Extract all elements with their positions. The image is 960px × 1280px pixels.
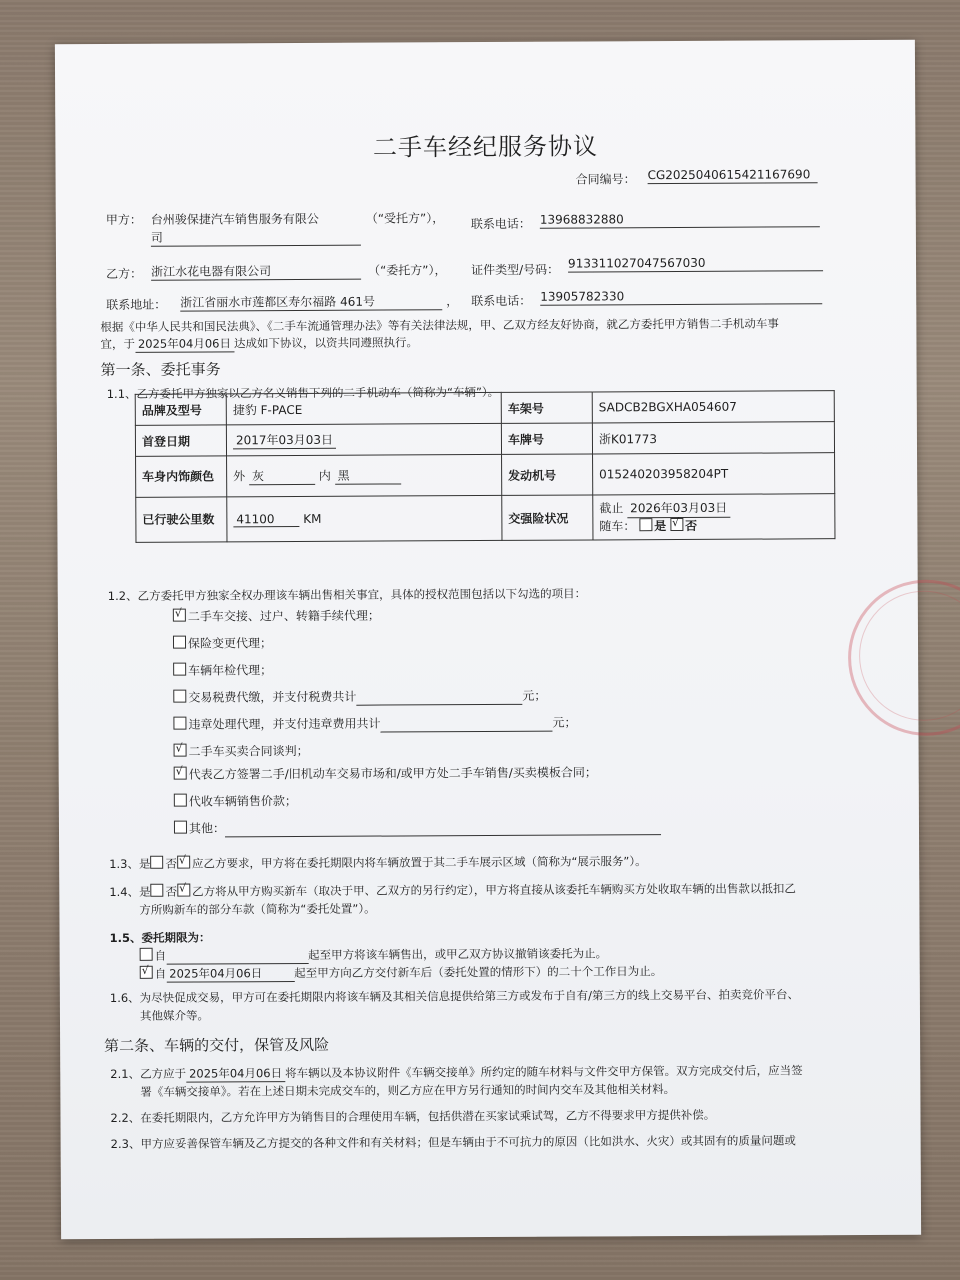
mileage-label: 已行驶公里数 bbox=[136, 497, 227, 542]
reg-date-cell bbox=[226, 423, 501, 455]
exterior-label: 外 bbox=[233, 469, 246, 484]
c14-yes-checkbox[interactable] bbox=[151, 884, 164, 897]
clause-1-1: 1.1、乙方委托甲方独家以乙方名义销售下列的二手机动车（简称为“车辆”）。 bbox=[106, 384, 500, 401]
option-item bbox=[174, 743, 309, 760]
party-b-phone-label: 联系电话： bbox=[471, 293, 532, 309]
intro-pre: 宜，于 bbox=[100, 336, 135, 352]
c14-text: 乙方将从甲方购买新车（取决于甲、乙双方的另行约定），甲方将直接从该委托车辆购买方处收取车辆的出售款以抵扣乙 bbox=[192, 881, 796, 899]
party-a-name-1: 台州骏保捷汽车销售服务有限公 bbox=[150, 211, 319, 227]
party-b-name: 浙江水花电器有限公司 bbox=[151, 263, 361, 281]
party-b-address: 浙江省丽水市莲都区寿尔福路 461号 bbox=[180, 293, 442, 311]
color-label: 车身内饰颜色 bbox=[136, 456, 227, 497]
party-b-role: （“委托方”）， bbox=[368, 263, 447, 278]
mileage-unit: KM bbox=[303, 511, 322, 526]
brand-label: 品牌及型号 bbox=[135, 394, 226, 425]
intro-post: 达成如下协议，以资共同遵照执行。 bbox=[233, 335, 419, 351]
option-checkbox[interactable] bbox=[174, 794, 187, 807]
c21-pre: 2.1、乙方应于 bbox=[110, 1066, 187, 1081]
intro-line-2 bbox=[100, 334, 418, 353]
clause-2-1 bbox=[110, 1062, 802, 1083]
option-checkbox[interactable] bbox=[173, 609, 186, 622]
c14-no-checkbox[interactable] bbox=[177, 884, 190, 897]
term-1-checkbox[interactable] bbox=[140, 948, 153, 961]
party-a-phone-label: 联系电话： bbox=[470, 216, 531, 232]
option-checkbox[interactable] bbox=[174, 744, 187, 757]
option-label: 违章处理代理，并支付违章费用共计 bbox=[188, 716, 381, 732]
vin-value: SADCB2BGXHA054607 bbox=[592, 391, 834, 423]
option-label: 代表乙方签署二手/旧机动车交易市场和/或甲方处二手车销售/买卖模板合同； bbox=[188, 765, 597, 782]
insurance-follow-label: 随车： bbox=[599, 518, 636, 533]
insurance-no-checkbox[interactable] bbox=[670, 517, 683, 530]
term-1-pre: 自 bbox=[154, 948, 167, 963]
party-b-phone: 13905782330 bbox=[540, 287, 822, 305]
option-suffix: 元； bbox=[552, 715, 577, 730]
c21-post: 将车辆以及本协议附件《车辆交接单》所约定的随车材料与文件交甲方保管。双方完成交付后，应当签 bbox=[285, 1063, 803, 1081]
plate-value: 浙K01773 bbox=[592, 422, 834, 454]
option-checkbox[interactable] bbox=[174, 821, 187, 834]
contract-number: CG2025040615421167690 bbox=[648, 166, 818, 184]
c13-no-label: 否 bbox=[165, 856, 178, 871]
option-label: 保险变更代理； bbox=[187, 636, 273, 651]
mileage-cell bbox=[227, 495, 502, 541]
term-option-1 bbox=[140, 945, 608, 964]
option-item bbox=[173, 608, 380, 625]
option-label: 车辆年检代理； bbox=[188, 663, 273, 678]
term-2-post: 起至甲方向乙方交付新车后（委托处置的情形下）的二十个工作日为止。 bbox=[294, 964, 663, 981]
option-item bbox=[173, 635, 272, 652]
c21-date: 2025年04月06日 bbox=[186, 1065, 285, 1083]
clause-2-2: 2.2、在委托期限内，乙方允许甲方为销售目的合理使用车辆，包括供潜在买家试乘试驾，乙方不得要求甲方提供补偿。 bbox=[110, 1107, 716, 1125]
contract-number-label: 合同编号： bbox=[575, 172, 636, 187]
option-checkbox[interactable] bbox=[173, 690, 186, 703]
c13-no-checkbox[interactable] bbox=[177, 856, 190, 869]
option-label: 代收车辆销售价款； bbox=[188, 794, 297, 809]
plate-label: 车牌号 bbox=[501, 423, 592, 454]
other-field[interactable] bbox=[225, 818, 661, 837]
term-1-date-field[interactable] bbox=[166, 947, 308, 965]
option-suffix: 元； bbox=[522, 688, 547, 703]
option-item bbox=[173, 688, 546, 707]
option-label: 其他： bbox=[188, 821, 226, 836]
party-b-address-label: 联系地址： bbox=[106, 297, 167, 312]
exterior-value: 灰 bbox=[249, 467, 315, 485]
engine-value: 01524020395​8204PT bbox=[593, 453, 835, 495]
insurance-yes-checkbox[interactable] bbox=[639, 518, 652, 531]
option-item bbox=[173, 662, 272, 679]
insurance-until-label: 截止 bbox=[599, 500, 624, 515]
party-a-phone: 13968832880 bbox=[540, 210, 820, 228]
section-2-title: 第二条、车辆的交付，保管及风险 bbox=[104, 1035, 330, 1056]
option-item bbox=[174, 793, 297, 810]
clause-1-4 bbox=[109, 880, 796, 900]
engine-label: 发动机号 bbox=[502, 454, 593, 495]
reg-date-value: 2017年03月03日 bbox=[233, 431, 336, 450]
party-a-role: （“受托方”）， bbox=[365, 211, 445, 226]
c13-yes-checkbox[interactable] bbox=[150, 856, 163, 869]
option-item bbox=[174, 818, 661, 838]
option-checkbox[interactable] bbox=[173, 636, 186, 649]
violation-amount-field[interactable] bbox=[380, 715, 552, 733]
c13-yes-label: 1.3、是 bbox=[109, 856, 151, 871]
page-title: 二手车经纪服务协议 bbox=[372, 132, 598, 162]
insurance-label: 交强险状况 bbox=[502, 495, 593, 540]
insurance-until: 2026年03月03日 bbox=[627, 499, 730, 518]
option-checkbox[interactable] bbox=[174, 767, 187, 780]
term-2-date: 2025年04月06日 bbox=[166, 965, 294, 983]
mileage-value: 41100 bbox=[233, 511, 299, 526]
clause-1-3 bbox=[109, 853, 647, 872]
option-item bbox=[174, 764, 597, 782]
party-a-label: 甲方： bbox=[105, 212, 142, 227]
insurance-no-label: 否 bbox=[685, 518, 698, 533]
c13-text: 应乙方要求，甲方将在委托期限内将车辆放置于其二手车展示区域（简称为“展示服务”）。 bbox=[191, 854, 647, 871]
party-b-label: 乙方： bbox=[106, 266, 143, 281]
c14-yes-label: 1.4、是 bbox=[109, 884, 151, 899]
term-option-2 bbox=[140, 963, 663, 983]
term-1-post: 起至甲方将该车辆售出，或甲乙双方协议撤销该委托为止。 bbox=[308, 946, 608, 962]
contract-paper bbox=[55, 40, 921, 1239]
interior-value: 黑 bbox=[335, 466, 401, 484]
clause-2-3: 2.3、甲方应妥善保管车辆及乙方提交的各种文件和有关材料；但是车辆由于不可抗力的原因（比如洪水、火灾）或其固有的质量问题或 bbox=[110, 1133, 796, 1151]
term-2-checkbox[interactable] bbox=[140, 966, 153, 979]
vin-label: 车架号 bbox=[501, 392, 592, 423]
party-a-name-2: 司 bbox=[151, 229, 361, 247]
clause-1-4-cont: 方所购新车的部分车款（简称为“委托处置”）。 bbox=[139, 901, 376, 917]
term-2-pre: 自 bbox=[154, 966, 167, 981]
option-item bbox=[173, 715, 576, 734]
clause-1-5: 1.5、委托期限为： bbox=[109, 930, 211, 945]
insurance-yes-label: 是 bbox=[654, 518, 667, 533]
tax-amount-field[interactable] bbox=[356, 688, 522, 706]
party-b-id-label: 证件类型/号码： bbox=[471, 262, 560, 278]
interior-label: 内 bbox=[318, 468, 331, 483]
brand-value: 捷豹 F-PACE bbox=[226, 392, 501, 424]
clause-1-6-cont: 其他媒介等。 bbox=[139, 1008, 210, 1023]
intro-line-1: 根据《中华人民共和国民法典》、《二手车流通管理办法》等有关法律法规，甲、乙双方经友好协商，就乙方委托甲方销售二手机动车事 bbox=[100, 316, 779, 335]
vehicle-table bbox=[135, 390, 836, 543]
option-checkbox[interactable] bbox=[173, 717, 186, 730]
clause-2-1-cont: 署《车辆交接单》。若在上述日期未完成交车的，则乙方应在甲方另行通知的时间内交车及其他相关材料。 bbox=[140, 1082, 676, 1099]
option-label: 交易税费代缴，并支付税费共计 bbox=[188, 689, 357, 705]
clause-1-2: 1.2、乙方委托甲方独家全权办理该车辆出售相关事宜，具体的授权范围包括以下勾选的项目： bbox=[107, 586, 587, 603]
option-checkbox[interactable] bbox=[173, 663, 186, 676]
color-cell bbox=[227, 454, 502, 496]
insurance-cell bbox=[593, 494, 835, 540]
intro-date: 2025年04月06日 bbox=[135, 335, 234, 353]
clause-1-6: 1.6、为尽快促成交易，甲方可在委托期限内将该车辆及其相关信息提供给第三方或发布于自有/第三方的线上交易平台、拍卖竞价平台、 bbox=[109, 987, 800, 1005]
party-b-id: 913311027047567030 bbox=[568, 254, 823, 272]
company-seal-stamp bbox=[848, 579, 960, 736]
option-label: 二手车交接、过户、转籍手续代理； bbox=[187, 608, 380, 624]
c14-no-label: 否 bbox=[165, 884, 178, 899]
party-b-address-sep: ， bbox=[446, 294, 459, 309]
section-1-title: 第一条、委托事务 bbox=[100, 360, 221, 380]
option-label: 二手车买卖合同谈判； bbox=[188, 743, 309, 759]
reg-date-label: 首登日期 bbox=[135, 425, 226, 456]
